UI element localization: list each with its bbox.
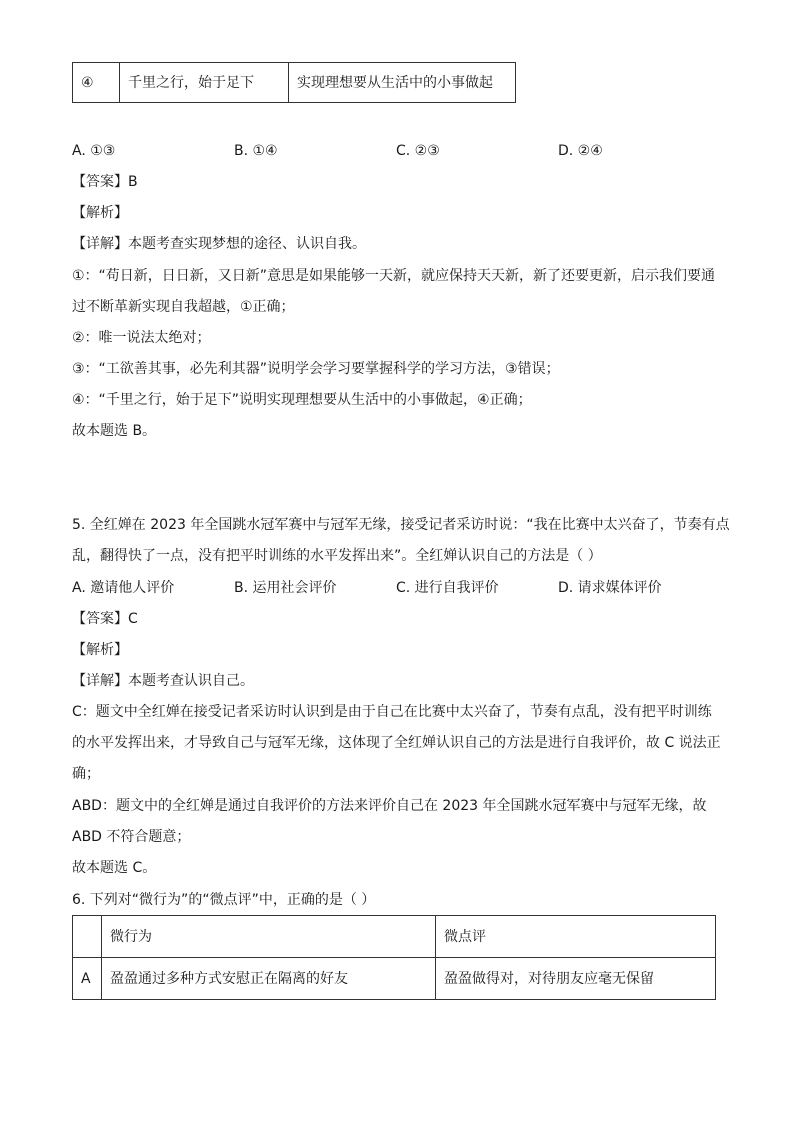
q5-stem-line: 乱，翻得快了一点，没有把平时训练的水平发挥出来”。全红婵认识自己的方法是（ ）: [72, 548, 602, 564]
table-row: [73, 958, 716, 1000]
table-cell-label: A: [73, 958, 102, 1000]
q5-option-d: D. 请求媒体评价: [558, 580, 662, 596]
table-cell-behavior: 盈盈通过多种方式安慰正在隔离的好友: [102, 958, 436, 1000]
q5-analysis-heading: 【解析】: [72, 642, 128, 658]
table-header-cell: 微行为: [102, 916, 436, 958]
q4-option-c: C. ②③: [396, 143, 440, 159]
top-table: [72, 62, 516, 103]
q5-stem-line: 5. 全红婵在 2023 年全国跳水冠军赛中与冠军无缘，接受记者采访时说：“我在比赛中太兴奋了，节奏有点: [72, 517, 730, 533]
q5-detail-line: 故本题选 C。: [72, 860, 157, 876]
q4-detail-line: 【详解】本题考查实现梦想的途径、认识自我。: [72, 236, 366, 252]
q4-detail-line: 过不断革新实现自我超越，①正确；: [72, 299, 295, 315]
q4-detail-line: ②：唯一说法太绝对；: [72, 330, 211, 346]
q4-option-a: A. ①③: [72, 143, 116, 159]
q5-option-b: B. 运用社会评价: [234, 580, 337, 596]
q6-table: [72, 915, 716, 1000]
q4-option-b: B. ①④: [234, 143, 278, 159]
table-header-row: [73, 916, 716, 958]
q4-detail-line: ④：“千里之行，始于足下”说明实现理想要从生活中的小事做起，④正确；: [72, 392, 532, 408]
q5-option-c: C. 进行自我评价: [396, 580, 499, 596]
q5-detail-line: 确；: [72, 766, 100, 782]
table-cell-saying: 千里之行，始于足下: [120, 63, 289, 103]
q4-option-d: D. ②④: [558, 143, 603, 159]
q4-analysis-heading: 【解析】: [72, 205, 128, 221]
q5-detail-line: ABD 不符合题意；: [72, 829, 191, 845]
table-cell-meaning: 实现理想要从生活中的小事做起: [289, 63, 516, 103]
table-cell-num: ④: [73, 63, 120, 103]
table-header-cell: 微点评: [436, 916, 716, 958]
q5-detail-line: 的水平发挥出来，才导致自己与冠军无缘，这体现了全红婵认识自己的方法是进行自我评价，故 C 说法正: [72, 735, 721, 751]
q5-option-a: A. 邀请他人评价: [72, 580, 175, 596]
q5-detail-line: C：题文中全红婵在接受记者采访时认识到是由于自己在比赛中太兴奋了，节奏有点乱，没有把平时训练: [72, 704, 712, 720]
q5-detail-line: ABD：题文中的全红婵是通过自我评价的方法来评价自己在 2023 年全国跳水冠军赛中与冠军无缘，故: [72, 798, 707, 814]
q6-stem: 6. 下列对“微行为”的“微点评”中，正确的是（ ）: [72, 892, 376, 908]
table-cell-comment: 盈盈做得对，对待朋友应毫无保留: [436, 958, 716, 1000]
q5-detail-line: 【详解】本题考查认识自己。: [72, 673, 254, 689]
q4-detail-line: 故本题选 B。: [72, 423, 157, 439]
table-row: [73, 63, 516, 103]
q5-answer: 【答案】C: [72, 611, 138, 627]
q4-detail-line: ①：“苟日新，日日新，又日新”意思是如果能够一天新，就应保持天天新，新了还要更新，启示我们要通: [72, 268, 716, 284]
q4-answer: 【答案】B: [72, 174, 138, 190]
q4-detail-line: ③：“工欲善其事，必先利其器”说明学会学习要掌握科学的学习方法，③错误；: [72, 361, 560, 377]
table-header-cell: [73, 916, 102, 958]
